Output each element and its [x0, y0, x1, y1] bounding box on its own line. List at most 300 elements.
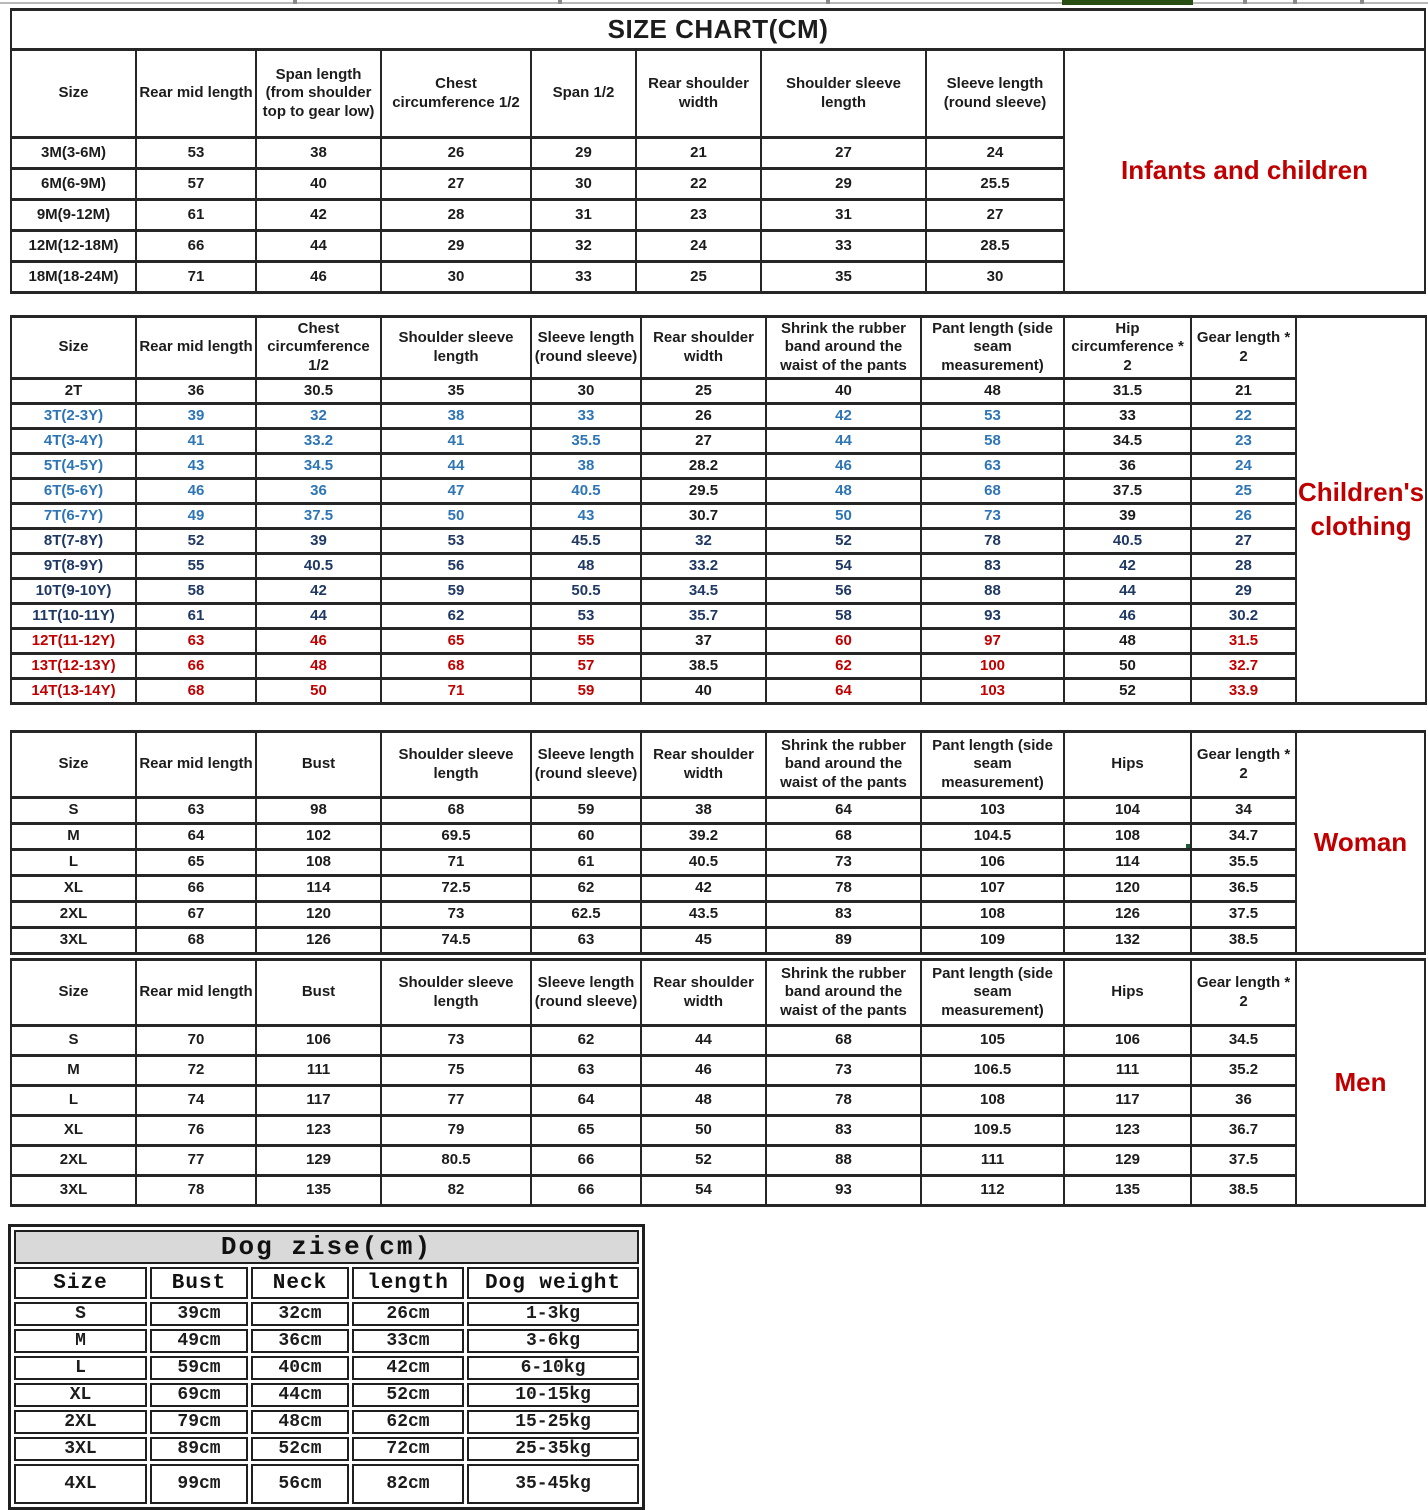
cell[interactable]: 62 [381, 604, 531, 629]
cell[interactable]: 48cm [251, 1410, 349, 1434]
cell[interactable]: 27 [761, 138, 926, 169]
cell[interactable]: 61 [136, 200, 256, 231]
cell[interactable]: 53 [136, 138, 256, 169]
cell[interactable]: 37.5 [1064, 479, 1191, 504]
cell[interactable]: 22 [636, 169, 761, 200]
cell[interactable]: 35.5 [1191, 850, 1296, 876]
cell[interactable]: 50 [1064, 654, 1191, 679]
cell[interactable]: 25 [1191, 479, 1296, 504]
cell[interactable]: 37 [641, 629, 766, 654]
column-header[interactable]: Span 1/2 [531, 50, 636, 138]
cell[interactable]: 46 [766, 454, 921, 479]
cell[interactable]: 78 [766, 876, 921, 902]
cell[interactable]: 48 [1064, 629, 1191, 654]
cell[interactable]: 36.7 [1191, 1116, 1296, 1146]
cell[interactable]: 66 [531, 1146, 641, 1176]
cell[interactable]: 55 [531, 629, 641, 654]
cell[interactable]: 46 [136, 479, 256, 504]
cell[interactable]: 42 [766, 404, 921, 429]
cell[interactable]: 10-15kg [467, 1383, 639, 1407]
cell[interactable]: 44 [641, 1026, 766, 1056]
cell[interactable]: 53 [531, 604, 641, 629]
cell[interactable]: 33cm [352, 1329, 464, 1353]
men-side-label[interactable]: Men [1296, 960, 1425, 1206]
cell[interactable]: 34.5 [1191, 1026, 1296, 1056]
cell[interactable]: 38.5 [1191, 1176, 1296, 1206]
cell[interactable]: 42 [1064, 554, 1191, 579]
cell[interactable]: 68 [766, 824, 921, 850]
cell[interactable]: 24 [926, 138, 1064, 169]
row-size-label[interactable]: 3XL [11, 928, 136, 954]
cell[interactable]: 62cm [352, 1410, 464, 1434]
cell[interactable]: 129 [256, 1146, 381, 1176]
cell[interactable]: 50 [256, 679, 381, 704]
cell[interactable]: 117 [256, 1086, 381, 1116]
cell[interactable]: 23 [1191, 429, 1296, 454]
cell[interactable]: 106.5 [921, 1056, 1064, 1086]
cell[interactable]: 42 [256, 200, 381, 231]
cell[interactable]: 48 [256, 654, 381, 679]
cell[interactable]: 68 [766, 1026, 921, 1056]
row-size-label[interactable]: 8T(7-8Y) [11, 529, 136, 554]
cell[interactable]: 58 [766, 604, 921, 629]
cell[interactable]: 52 [641, 1146, 766, 1176]
cell[interactable]: 36 [1191, 1086, 1296, 1116]
cell[interactable]: 26 [381, 138, 531, 169]
cell[interactable]: 45.5 [531, 529, 641, 554]
cell[interactable]: 72cm [352, 1437, 464, 1461]
column-header[interactable]: Dog weight [467, 1267, 639, 1299]
row-size-label[interactable]: 13T(12-13Y) [11, 654, 136, 679]
row-size-label[interactable]: M [11, 824, 136, 850]
column-header[interactable]: Gear length * 2 [1191, 960, 1296, 1026]
cell[interactable]: 36.5 [1191, 876, 1296, 902]
cell[interactable]: 59 [531, 798, 641, 824]
infants-side-label[interactable]: Infants and children [1064, 50, 1425, 293]
cell[interactable]: 58 [136, 579, 256, 604]
cell[interactable]: 31 [531, 200, 636, 231]
cell[interactable]: 30.2 [1191, 604, 1296, 629]
cell[interactable]: 67 [136, 902, 256, 928]
cell[interactable]: 106 [1064, 1026, 1191, 1056]
cell[interactable]: 21 [636, 138, 761, 169]
row-size-label[interactable]: XL [14, 1383, 147, 1407]
column-header[interactable]: Rear mid length [136, 960, 256, 1026]
column-header[interactable]: Bust [256, 960, 381, 1026]
cell[interactable]: 93 [921, 604, 1064, 629]
row-size-label[interactable]: 3M(3-6M) [11, 138, 136, 169]
cell[interactable]: 65 [136, 850, 256, 876]
cell[interactable]: 46 [256, 262, 381, 293]
cell[interactable]: 43 [531, 504, 641, 529]
column-header[interactable]: Sleeve length (round sleeve) [531, 317, 641, 379]
row-size-label[interactable]: 5T(4-5Y) [11, 454, 136, 479]
cell[interactable]: 29 [531, 138, 636, 169]
column-header[interactable]: Hip circumference * 2 [1064, 317, 1191, 379]
row-size-label[interactable]: 3XL [11, 1176, 136, 1206]
row-size-label[interactable]: 4T(3-4Y) [11, 429, 136, 454]
column-header[interactable]: Size [14, 1267, 147, 1299]
cell[interactable]: 100 [921, 654, 1064, 679]
cell[interactable]: 79cm [150, 1410, 248, 1434]
cell[interactable]: 79 [381, 1116, 531, 1146]
cell[interactable]: 68 [921, 479, 1064, 504]
cell[interactable]: 57 [136, 169, 256, 200]
woman-side-label[interactable]: Woman [1296, 732, 1425, 954]
cell[interactable]: 62.5 [531, 902, 641, 928]
cell[interactable]: 108 [921, 902, 1064, 928]
cell[interactable]: 88 [766, 1146, 921, 1176]
row-size-label[interactable]: 3T(2-3Y) [11, 404, 136, 429]
cell[interactable]: 103 [921, 679, 1064, 704]
cell[interactable]: 33.2 [256, 429, 381, 454]
row-size-label[interactable]: 4XL [14, 1464, 147, 1504]
cell[interactable]: 48 [766, 479, 921, 504]
cell[interactable]: 49cm [150, 1329, 248, 1353]
row-size-label[interactable]: 2XL [14, 1410, 147, 1434]
cell[interactable]: 35.7 [641, 604, 766, 629]
cell[interactable]: 54 [766, 554, 921, 579]
cell[interactable]: 41 [136, 429, 256, 454]
column-header[interactable]: Shoulder sleeve length [381, 960, 531, 1026]
cell[interactable]: 71 [136, 262, 256, 293]
cell[interactable]: 72.5 [381, 876, 531, 902]
cell[interactable]: 72 [136, 1056, 256, 1086]
cell[interactable]: 65 [531, 1116, 641, 1146]
cell[interactable]: 36 [136, 379, 256, 404]
column-header[interactable]: Rear shoulder width [636, 50, 761, 138]
cell[interactable]: 123 [256, 1116, 381, 1146]
cell[interactable]: 39 [256, 529, 381, 554]
row-size-label[interactable]: M [11, 1056, 136, 1086]
cell[interactable]: 61 [136, 604, 256, 629]
cell[interactable]: 44 [766, 429, 921, 454]
cell[interactable]: 77 [381, 1086, 531, 1116]
row-size-label[interactable]: M [14, 1329, 147, 1353]
row-size-label[interactable]: 10T(9-10Y) [11, 579, 136, 604]
cell[interactable]: 40.5 [1064, 529, 1191, 554]
column-header[interactable]: Sleeve length (round sleeve) [531, 960, 641, 1026]
cell[interactable]: 26 [1191, 504, 1296, 529]
row-size-label[interactable]: 2T [11, 379, 136, 404]
row-size-label[interactable]: XL [11, 1116, 136, 1146]
cell[interactable]: 37.5 [256, 504, 381, 529]
cell[interactable]: 66 [136, 654, 256, 679]
cell[interactable]: 88 [921, 579, 1064, 604]
column-header[interactable]: Neck [251, 1267, 349, 1299]
cell[interactable]: 35.2 [1191, 1056, 1296, 1086]
cell[interactable]: 74 [136, 1086, 256, 1116]
cell[interactable]: 50 [641, 1116, 766, 1146]
cell[interactable]: 31.5 [1064, 379, 1191, 404]
cell[interactable]: 40.5 [641, 850, 766, 876]
cell[interactable]: 83 [766, 902, 921, 928]
cell[interactable]: 108 [921, 1086, 1064, 1116]
cell[interactable]: 126 [256, 928, 381, 954]
cell[interactable]: 52 [1064, 679, 1191, 704]
column-header[interactable]: Shrink the rubber band around the waist of the pants [766, 960, 921, 1026]
cell[interactable]: 68 [381, 798, 531, 824]
cell[interactable]: 49 [136, 504, 256, 529]
cell[interactable]: 36 [1064, 454, 1191, 479]
row-size-label[interactable]: 7T(6-7Y) [11, 504, 136, 529]
cell[interactable]: 30 [381, 262, 531, 293]
cell[interactable]: 56 [766, 579, 921, 604]
cell[interactable]: 34.5 [256, 454, 381, 479]
column-header[interactable]: Chest circumference 1/2 [256, 317, 381, 379]
cell[interactable]: 63 [136, 798, 256, 824]
cell[interactable]: 33 [531, 262, 636, 293]
cell[interactable]: 111 [1064, 1056, 1191, 1086]
cell[interactable]: 82 [381, 1176, 531, 1206]
row-size-label[interactable]: 11T(10-11Y) [11, 604, 136, 629]
cell[interactable]: 59 [381, 579, 531, 604]
cell[interactable]: 6-10kg [467, 1356, 639, 1380]
cell[interactable]: 46 [256, 629, 381, 654]
cell[interactable]: 73 [766, 1056, 921, 1086]
cell[interactable]: 108 [256, 850, 381, 876]
cell[interactable]: 52cm [352, 1383, 464, 1407]
cell[interactable]: 54 [641, 1176, 766, 1206]
column-header[interactable]: Gear length * 2 [1191, 732, 1296, 798]
cell[interactable]: 52cm [251, 1437, 349, 1461]
row-size-label[interactable]: L [11, 850, 136, 876]
cell[interactable]: 39 [1064, 504, 1191, 529]
cell[interactable]: 33 [531, 404, 641, 429]
cell[interactable]: 66 [136, 231, 256, 262]
cell[interactable]: 78 [766, 1086, 921, 1116]
cell[interactable]: 28 [381, 200, 531, 231]
cell[interactable]: 31 [761, 200, 926, 231]
cell[interactable]: 32cm [251, 1302, 349, 1326]
cell[interactable]: 40 [256, 169, 381, 200]
cell[interactable]: 59 [531, 679, 641, 704]
cell[interactable]: 65 [381, 629, 531, 654]
cell[interactable]: 73 [381, 1026, 531, 1056]
cell[interactable]: 23 [636, 200, 761, 231]
cell[interactable]: 37.5 [1191, 902, 1296, 928]
cell[interactable]: 32 [531, 231, 636, 262]
column-header[interactable]: Rear shoulder width [641, 317, 766, 379]
cell[interactable]: 63 [531, 928, 641, 954]
cell[interactable]: 68 [136, 928, 256, 954]
cell[interactable]: 64 [136, 824, 256, 850]
cell[interactable]: 24 [636, 231, 761, 262]
cell[interactable]: 30.7 [641, 504, 766, 529]
cell[interactable]: 78 [136, 1176, 256, 1206]
cell[interactable]: 89 [766, 928, 921, 954]
column-header[interactable]: Shrink the rubber band around the waist of the pants [766, 732, 921, 798]
cell[interactable]: 93 [766, 1176, 921, 1206]
row-size-label[interactable]: S [11, 798, 136, 824]
cell[interactable]: 32 [641, 529, 766, 554]
cell[interactable]: 75 [381, 1056, 531, 1086]
column-header[interactable]: Bust [150, 1267, 248, 1299]
cell[interactable]: 40cm [251, 1356, 349, 1380]
cell[interactable]: 25.5 [926, 169, 1064, 200]
cell[interactable]: 36cm [251, 1329, 349, 1353]
cell[interactable]: 1-3kg [467, 1302, 639, 1326]
cell[interactable]: 29 [381, 231, 531, 262]
cell[interactable]: 62 [766, 654, 921, 679]
cell[interactable]: 39.2 [641, 824, 766, 850]
cell[interactable]: 71 [381, 679, 531, 704]
cell[interactable]: 52 [766, 529, 921, 554]
cell[interactable]: 37.5 [1191, 1146, 1296, 1176]
cell[interactable]: 40 [641, 679, 766, 704]
row-size-label[interactable]: 2XL [11, 1146, 136, 1176]
column-header[interactable]: Span length (from shoulder top to gear low) [256, 50, 381, 138]
row-size-label[interactable]: 14T(13-14Y) [11, 679, 136, 704]
cell[interactable]: 44 [1064, 579, 1191, 604]
cell[interactable]: 22 [1191, 404, 1296, 429]
cell[interactable]: 108 [1064, 824, 1191, 850]
cell[interactable]: 34 [1191, 798, 1296, 824]
cell[interactable]: 74.5 [381, 928, 531, 954]
cell[interactable]: 98 [256, 798, 381, 824]
cell[interactable]: 39cm [150, 1302, 248, 1326]
cell[interactable]: 31.5 [1191, 629, 1296, 654]
cell[interactable]: 33 [1064, 404, 1191, 429]
cell[interactable]: 44cm [251, 1383, 349, 1407]
cell[interactable]: 32.7 [1191, 654, 1296, 679]
cell[interactable]: 30.5 [256, 379, 381, 404]
cell[interactable]: 89cm [150, 1437, 248, 1461]
cell[interactable]: 103 [921, 798, 1064, 824]
cell[interactable]: 3-6kg [467, 1329, 639, 1353]
cell[interactable]: 64 [766, 679, 921, 704]
cell[interactable]: 27 [381, 169, 531, 200]
cell[interactable]: 38 [641, 798, 766, 824]
cell[interactable]: 34.7 [1191, 824, 1296, 850]
cell[interactable]: 27 [641, 429, 766, 454]
cell[interactable]: 46 [1064, 604, 1191, 629]
cell[interactable]: 82cm [352, 1464, 464, 1504]
column-header[interactable]: Shrink the rubber band around the waist of the pants [766, 317, 921, 379]
column-header[interactable]: Gear length * 2 [1191, 317, 1296, 379]
cell[interactable]: 66 [136, 876, 256, 902]
cell[interactable]: 26cm [352, 1302, 464, 1326]
column-header[interactable]: Size [11, 50, 136, 138]
cell[interactable]: 77 [136, 1146, 256, 1176]
column-header[interactable]: Rear mid length [136, 317, 256, 379]
row-size-label[interactable]: 2XL [11, 902, 136, 928]
row-size-label[interactable]: 12T(11-12Y) [11, 629, 136, 654]
cell[interactable]: 41 [381, 429, 531, 454]
column-header[interactable]: Rear shoulder width [641, 732, 766, 798]
cell[interactable]: 29 [761, 169, 926, 200]
cell[interactable]: 52 [136, 529, 256, 554]
column-header[interactable]: Hips [1064, 960, 1191, 1026]
cell[interactable]: 60 [766, 629, 921, 654]
cell[interactable]: 129 [1064, 1146, 1191, 1176]
children-side-label[interactable]: Children's clothing [1296, 317, 1426, 704]
cell[interactable]: 50.5 [531, 579, 641, 604]
cell[interactable]: 42cm [352, 1356, 464, 1380]
cell[interactable]: 35.5 [531, 429, 641, 454]
cell[interactable]: 135 [256, 1176, 381, 1206]
cell[interactable]: 35 [761, 262, 926, 293]
cell[interactable]: 132 [1064, 928, 1191, 954]
cell[interactable]: 114 [1064, 850, 1191, 876]
column-header[interactable]: Sleeve length (round sleeve) [531, 732, 641, 798]
cell[interactable]: 104.5 [921, 824, 1064, 850]
cell[interactable]: 29.5 [641, 479, 766, 504]
cell[interactable]: 63 [921, 454, 1064, 479]
cell[interactable]: 63 [531, 1056, 641, 1086]
cell[interactable]: 25-35kg [467, 1437, 639, 1461]
cell[interactable]: 99cm [150, 1464, 248, 1504]
cell[interactable]: 43.5 [641, 902, 766, 928]
cell[interactable]: 56cm [251, 1464, 349, 1504]
cell[interactable]: 47 [381, 479, 531, 504]
cell[interactable]: 34.5 [641, 579, 766, 604]
cell[interactable]: 114 [256, 876, 381, 902]
column-header[interactable]: Size [11, 960, 136, 1026]
column-header[interactable]: Pant length (side seam measurement) [921, 732, 1064, 798]
cell[interactable]: 135 [1064, 1176, 1191, 1206]
cell[interactable]: 117 [1064, 1086, 1191, 1116]
cell[interactable]: 24 [1191, 454, 1296, 479]
cell[interactable]: 34.5 [1064, 429, 1191, 454]
column-header[interactable]: length [352, 1267, 464, 1299]
cell[interactable]: 123 [1064, 1116, 1191, 1146]
cell[interactable]: 120 [1064, 876, 1191, 902]
cell[interactable]: 106 [921, 850, 1064, 876]
cell[interactable]: 33 [761, 231, 926, 262]
cell[interactable]: 26 [641, 404, 766, 429]
cell[interactable]: 35 [381, 379, 531, 404]
cell[interactable]: 29 [1191, 579, 1296, 604]
cell[interactable]: 48 [921, 379, 1064, 404]
cell[interactable]: 109 [921, 928, 1064, 954]
cell[interactable]: 40.5 [256, 554, 381, 579]
cell[interactable]: 50 [766, 504, 921, 529]
row-size-label[interactable]: 9M(9-12M) [11, 200, 136, 231]
column-header[interactable]: Shoulder sleeve length [381, 732, 531, 798]
row-size-label[interactable]: 18M(18-24M) [11, 262, 136, 293]
cell[interactable]: 106 [256, 1026, 381, 1056]
cell[interactable]: 73 [381, 902, 531, 928]
row-size-label[interactable]: 6M(6-9M) [11, 169, 136, 200]
cell[interactable]: 48 [641, 1086, 766, 1116]
cell[interactable]: 38.5 [641, 654, 766, 679]
cell[interactable]: 80.5 [381, 1146, 531, 1176]
cell[interactable]: 28.5 [926, 231, 1064, 262]
cell[interactable]: 30 [926, 262, 1064, 293]
cell[interactable]: 38 [381, 404, 531, 429]
cell[interactable]: 30 [531, 169, 636, 200]
cell[interactable]: 73 [921, 504, 1064, 529]
cell[interactable]: 27 [926, 200, 1064, 231]
cell[interactable]: 42 [641, 876, 766, 902]
row-size-label[interactable]: L [11, 1086, 136, 1116]
column-header[interactable]: Shoulder sleeve length [381, 317, 531, 379]
cell[interactable]: 105 [921, 1026, 1064, 1056]
cell[interactable]: 43 [136, 454, 256, 479]
cell[interactable]: 44 [256, 604, 381, 629]
row-size-label[interactable]: 12M(12-18M) [11, 231, 136, 262]
cell[interactable]: 39 [136, 404, 256, 429]
cell[interactable]: 76 [136, 1116, 256, 1146]
cell[interactable]: 21 [1191, 379, 1296, 404]
row-size-label[interactable]: 9T(8-9Y) [11, 554, 136, 579]
row-size-label[interactable]: 6T(5-6Y) [11, 479, 136, 504]
column-header[interactable]: Shoulder sleeve length [761, 50, 926, 138]
cell[interactable]: 111 [921, 1146, 1064, 1176]
cell[interactable]: 35-45kg [467, 1464, 639, 1504]
cell[interactable]: 112 [921, 1176, 1064, 1206]
